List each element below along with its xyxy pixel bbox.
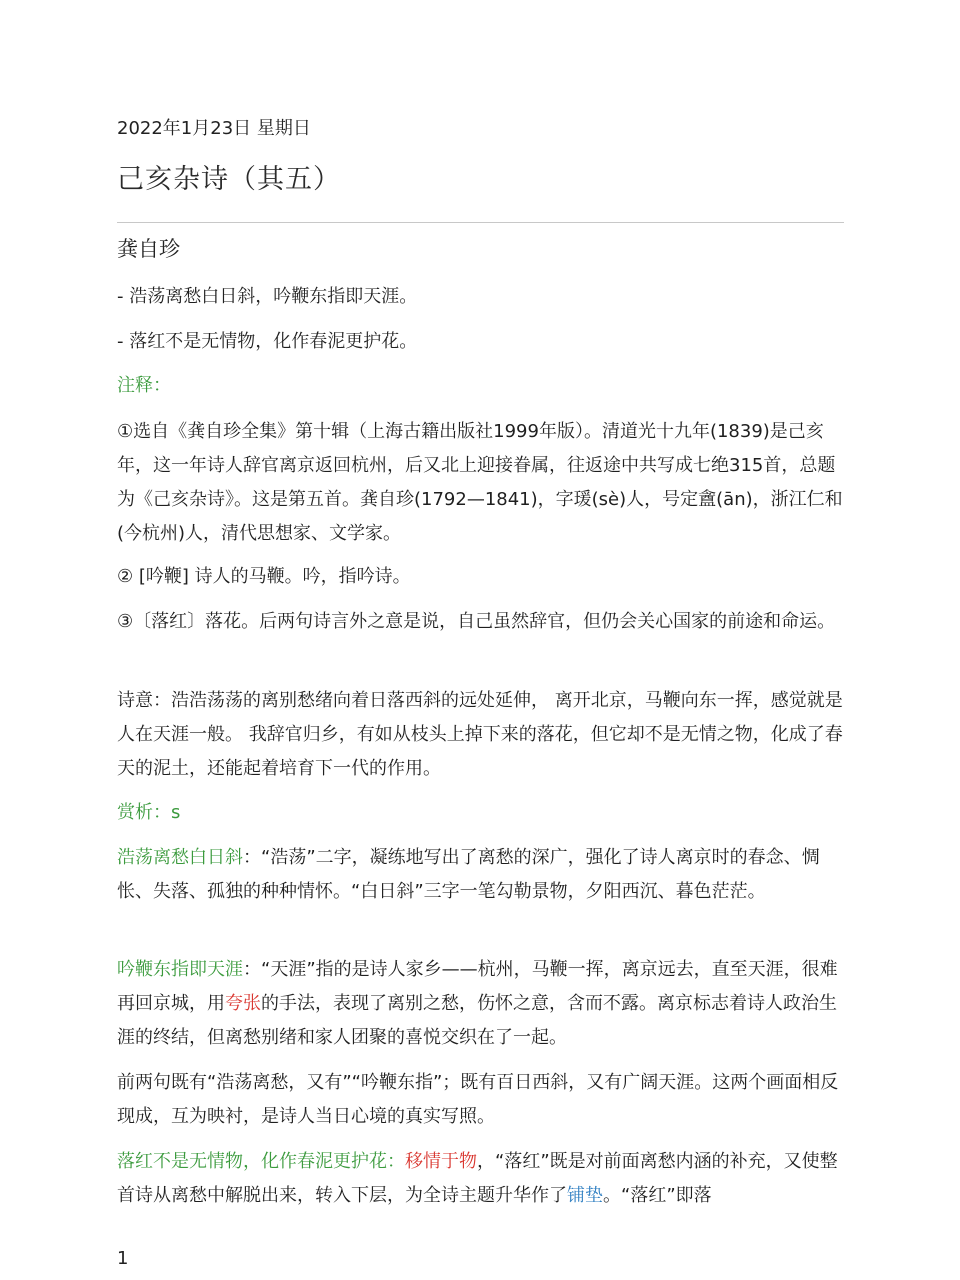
appreciation-heading: 赏析：s xyxy=(117,802,181,823)
appreciation-para-3: 前两句既有“浩荡离愁，又有”“吟鞭东指”；既有百日西斜，又有广阔天涯。这两个画面相反现成，互为映衬，是诗人当日心境的真实写照。 xyxy=(117,1072,839,1127)
poem-line-2: - 落红不是无情物，化作春泥更护花。 xyxy=(117,331,418,352)
appreciation-text-2b: 的手法，表现了离别之愁，伤怀之意，含而不露。离京标志着诗人政治生涯的终结，但离愁别绪和家人团聚的喜悦交织在了一起。 xyxy=(117,993,837,1048)
highlight-line-1: 浩荡离愁白日斜 xyxy=(117,847,243,868)
highlight-term-exaggeration: 夸张 xyxy=(225,993,261,1014)
note-3: ③〔落红〕落花。后两句诗言外之意是说，自己虽然辞官，但仍会关心国家的前途和命运。 xyxy=(117,611,836,632)
page-number: 1 xyxy=(117,1248,129,1269)
poem-meaning: 诗意：浩浩荡荡的离别愁绪向着日落西斜的远处延伸， 离开北京，马鞭向东一挥，感觉就是人在天涯一般。 我辞官归乡，有如从枝头上掉下来的落花，但它却不是无情之物，化成了春天的泥土，还能起着培育下一代的作用。 xyxy=(117,690,843,779)
date-line: 2022年1月23日 星期日 xyxy=(117,118,311,139)
divider xyxy=(117,222,844,223)
highlight-line-2: 吟鞭东指即天涯 xyxy=(117,959,243,980)
appreciation-text-4b: 。“落红”即落 xyxy=(603,1185,712,1206)
appreciation-text-4a: ，“落红”既是对前面离愁内涵的补充，又使整首诗从离愁中解脱出来，转入下层，为全诗主题升华作了 xyxy=(117,1151,838,1206)
highlight-term-foreshadow: 铺垫 xyxy=(567,1185,603,1206)
author-name: 龚自珍 xyxy=(117,237,180,261)
appreciation-text-1: ：“浩荡”二字，凝练地写出了离愁的深广，强化了诗人离京时的春念、惆怅、失落、孤独的种种情怀。“白日斜”三字一笔勾勒景物，夕阳西沉、暮色茫茫。 xyxy=(117,847,820,902)
note-2: ② [吟鞭] 诗人的马鞭。吟，指吟诗。 xyxy=(117,566,411,587)
note-1: ①选自《龚自珍全集》第十辑（上海古籍出版社1999年版）。清道光十九年(1839)是己亥年，这一年诗人辞官离京返回杭州，后又北上迎接眷属，往返途中共写成七绝315首，总题为《己亥杂诗》。这是第五首。龚自珍(1792—1841)，字瑗(sè)人，号定盦(ān)，浙江仁和(今杭州)人，清代思想家、文学家。 xyxy=(117,421,843,544)
appreciation-para-1 xyxy=(117,841,844,909)
appreciation-para-2 xyxy=(117,953,844,1055)
highlight-term-empathy: 移情于物 xyxy=(405,1151,477,1172)
highlight-line-3-4: 落红不是无情物，化作春泥更护花： xyxy=(117,1151,405,1172)
poem-line-1: - 浩荡离愁白日斜，吟鞭东指即天涯。 xyxy=(117,286,418,307)
page-title: 己亥杂诗（其五） xyxy=(117,164,341,195)
appreciation-para-4 xyxy=(117,1145,844,1213)
appreciation-text-2a: ：“天涯”指的是诗人家乡——杭州，马鞭一挥，离京远去，直至天涯，很难再回京城，用 xyxy=(117,959,838,1014)
notes-heading: 注释： xyxy=(117,375,171,396)
